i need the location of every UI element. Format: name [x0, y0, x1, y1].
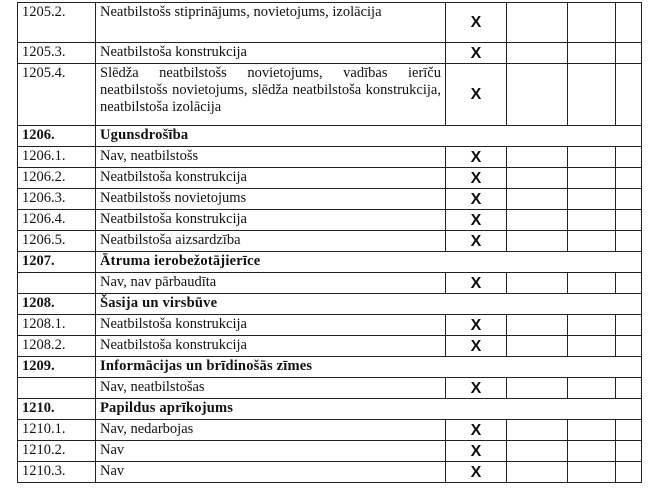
row-number: 1209.	[18, 357, 96, 378]
empty-cell	[616, 189, 642, 210]
defect-description: Neatbilstoša konstrukcija	[96, 168, 446, 189]
section-row	[18, 294, 642, 315]
empty-cell	[616, 231, 642, 252]
row-number: 1205.3.	[18, 43, 96, 64]
row-number: 1207.	[18, 252, 96, 273]
section-title: Šasija un virsbūve	[96, 294, 642, 315]
defect-description: Nav, neatbilstošs	[96, 147, 446, 168]
defect-description: Nav	[96, 441, 446, 462]
empty-cell	[616, 210, 642, 231]
table-row	[18, 462, 642, 483]
row-number: 1205.2.	[18, 3, 96, 43]
check-mark: X	[446, 231, 507, 252]
empty-cell	[507, 273, 568, 294]
empty-cell	[616, 336, 642, 357]
defect-description: Neatbilstoša konstrukcija	[96, 43, 446, 64]
check-mark: X	[446, 315, 507, 336]
check-mark: X	[446, 43, 507, 64]
empty-cell	[568, 64, 616, 126]
defect-description: Neatbilstoša konstrukcija	[96, 336, 446, 357]
defects-table	[17, 2, 642, 483]
table-row	[18, 336, 642, 357]
row-number: 1208.2.	[18, 336, 96, 357]
defect-description: Neatbilstošs stiprinājums, novietojums, izolācija	[96, 3, 446, 43]
table-row	[18, 147, 642, 168]
empty-cell	[507, 147, 568, 168]
empty-cell	[568, 336, 616, 357]
row-number: 1210.2.	[18, 441, 96, 462]
empty-cell	[507, 210, 568, 231]
section-row	[18, 399, 642, 420]
empty-cell	[568, 147, 616, 168]
table-row	[18, 315, 642, 336]
empty-cell	[568, 231, 616, 252]
row-number: 1208.1.	[18, 315, 96, 336]
row-number: 1206.3.	[18, 189, 96, 210]
row-number: 1206.1.	[18, 147, 96, 168]
empty-cell	[507, 462, 568, 483]
empty-cell	[507, 336, 568, 357]
section-title: Papildus aprīkojums	[96, 399, 642, 420]
empty-cell	[568, 189, 616, 210]
table-row	[18, 210, 642, 231]
table-row	[18, 231, 642, 252]
defect-description: Nav, nav pārbaudīta	[96, 273, 446, 294]
empty-cell	[568, 462, 616, 483]
defect-description: Nav	[96, 462, 446, 483]
empty-cell	[568, 441, 616, 462]
empty-cell	[507, 43, 568, 64]
defect-description: Neatbilstoša konstrukcija	[96, 210, 446, 231]
row-number: 1206.5.	[18, 231, 96, 252]
section-title: Ātruma ierobežotājierīce	[96, 252, 642, 273]
row-number	[18, 378, 96, 399]
check-mark: X	[446, 3, 507, 43]
section-title: Ugunsdrošība	[96, 126, 642, 147]
empty-cell	[616, 147, 642, 168]
table-row	[18, 420, 642, 441]
empty-cell	[568, 168, 616, 189]
check-mark: X	[446, 336, 507, 357]
check-mark: X	[446, 441, 507, 462]
row-number: 1206.	[18, 126, 96, 147]
row-number: 1208.	[18, 294, 96, 315]
empty-cell	[507, 64, 568, 126]
empty-cell	[616, 462, 642, 483]
defect-description: Neatbilstošs novietojums	[96, 189, 446, 210]
check-mark: X	[446, 462, 507, 483]
row-number: 1205.4.	[18, 64, 96, 126]
empty-cell	[507, 378, 568, 399]
check-mark: X	[446, 210, 507, 231]
table-row	[18, 64, 642, 126]
check-mark: X	[446, 168, 507, 189]
empty-cell	[616, 378, 642, 399]
check-mark: X	[446, 64, 507, 126]
empty-cell	[568, 273, 616, 294]
check-mark: X	[446, 189, 507, 210]
row-number	[18, 273, 96, 294]
section-title: Informācijas un brīdinošās zīmes	[96, 357, 642, 378]
empty-cell	[568, 420, 616, 441]
check-mark: X	[446, 420, 507, 441]
empty-cell	[507, 189, 568, 210]
section-row	[18, 252, 642, 273]
section-row	[18, 126, 642, 147]
empty-cell	[616, 273, 642, 294]
empty-cell	[568, 210, 616, 231]
empty-cell	[507, 315, 568, 336]
row-number: 1206.4.	[18, 210, 96, 231]
empty-cell	[616, 441, 642, 462]
empty-cell	[568, 3, 616, 43]
empty-cell	[616, 64, 642, 126]
table-row	[18, 189, 642, 210]
empty-cell	[568, 43, 616, 64]
table-row	[18, 441, 642, 462]
row-number: 1210.3.	[18, 462, 96, 483]
empty-cell	[507, 168, 568, 189]
defect-description: Neatbilstoša aizsardzība	[96, 231, 446, 252]
empty-cell	[616, 420, 642, 441]
defect-description: Neatbilstoša konstrukcija	[96, 315, 446, 336]
table-row	[18, 168, 642, 189]
table-row	[18, 3, 642, 43]
table-body	[18, 3, 642, 483]
section-row	[18, 357, 642, 378]
row-number: 1210.1.	[18, 420, 96, 441]
check-mark: X	[446, 273, 507, 294]
table-row	[18, 378, 642, 399]
empty-cell	[568, 378, 616, 399]
check-mark: X	[446, 378, 507, 399]
empty-cell	[616, 43, 642, 64]
empty-cell	[616, 168, 642, 189]
empty-cell	[507, 231, 568, 252]
table-row	[18, 43, 642, 64]
empty-cell	[568, 315, 616, 336]
defect-description: Slēdža neatbilstošs novietojums, vadības ierīču neatbilstošs novietojums, slēdža neatbilstoša konstrukcija, neatbilstoša izolācija	[96, 64, 446, 126]
table-row	[18, 273, 642, 294]
empty-cell	[507, 441, 568, 462]
empty-cell	[507, 420, 568, 441]
empty-cell	[616, 315, 642, 336]
row-number: 1210.	[18, 399, 96, 420]
defect-description: Nav, nedarbojas	[96, 420, 446, 441]
defect-description: Nav, neatbilstošas	[96, 378, 446, 399]
empty-cell	[507, 3, 568, 43]
empty-cell	[616, 3, 642, 43]
check-mark: X	[446, 147, 507, 168]
row-number: 1206.2.	[18, 168, 96, 189]
